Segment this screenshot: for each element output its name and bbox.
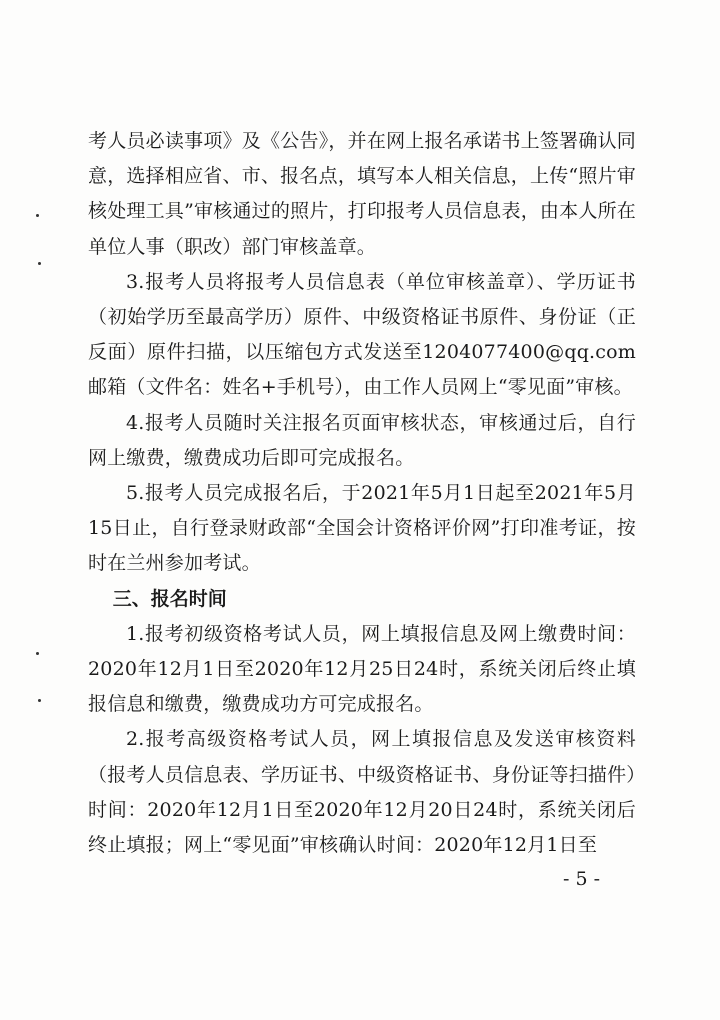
document-body [88, 124, 636, 863]
margin-mark [38, 262, 41, 265]
margin-mark [36, 652, 39, 655]
paragraph-time-1: 1.报考初级资格考试人员，网上填报信息及网上缴费时间：2020年12月1日至2020年12月25日24时，系统关闭后终止填报信息和缴费，缴费成功方可完成报名。 [88, 622, 636, 716]
paragraph-item-5: 5.报考人员完成报名后，于2021年5月1日起至2021年5月15日止，自行登录财政部“全国会计资格评价网”打印准考证，按时在兰州参加考试。 [88, 482, 636, 575]
page-number: - 5 - [562, 868, 600, 890]
section-heading: 三、报名时间 [112, 587, 227, 610]
paragraph-time-2: 2.报考高级资格考试人员，网上填报信息及发送审核资料（报考人员信息表、学历证书、中级资格证书、身份证等扫描件）时间：2020年12月1日至2020年12月20日24时，系统关闭后终止填报；网上“零见面”审核确认时间：2020年12月1日至 [88, 728, 636, 857]
paragraph-continued: 考人员必读事项》及《公告》，并在网上报名承诺书上签署确认同意，选择相应省、市、报名点，填写本人相关信息，上传“照片审核处理工具”审核通过的照片，打印报考人员信息表，由本人所在单位人事（职改）部门审核盖章。 [88, 130, 636, 258]
margin-mark [38, 699, 41, 702]
paragraph-item-4: 4.报考人员随时关注报名页面审核状态，审核通过后，自行网上缴费，缴费成功后即可完成报名。 [88, 411, 636, 469]
paragraph-item-3: 3.报考人员将报考人员信息表（单位审核盖章）、学历证书（初始学历至最高学历）原件、中级资格证书原件、身份证（正反面）原件扫描，以压缩包方式发送至1204077400@qq.com邮箱（文件名：姓名+手机号），由工作人员网上“零见面”审核。 [88, 270, 636, 399]
margin-mark [36, 214, 39, 217]
